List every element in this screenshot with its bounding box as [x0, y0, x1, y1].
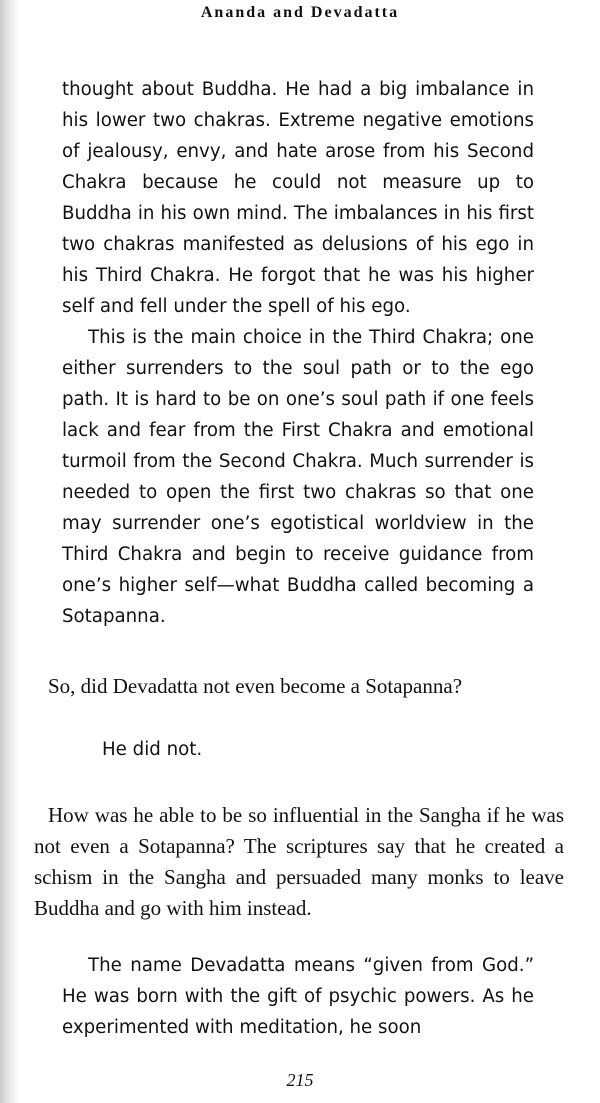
question-paragraph: So, did Devadatta not even become a Sotapanna?: [48, 674, 463, 698]
question-paragraph: How was he able to be so influential in the Sangha if he was not even a Sotapanna? The scriptures say that he created a schism in the Sangha and persuaded many monks to leave Buddha and go with him instead.: [34, 803, 564, 920]
body-paragraph: This is the main choice in the Third Chakra; one either surrenders to the soul path or to the ego path. It is hard to be on one’s soul path if one feels lack and fear from the First Chakra and emotional turmoil from the Second Chakra. Much surrender is needed to open the first two chakras so that one may surrender one’s egotistical worldview in the Third Chakra and begin to receive guidance from one’s higher self—what Buddha called becoming a Sotapanna.: [62, 327, 534, 627]
body-paragraph: He did not.: [102, 739, 203, 760]
binding-gutter-shadow: [0, 0, 20, 1103]
answer-block: [62, 950, 534, 1043]
body-paragraph: thought about Buddha. He had a big imbalance in his lower two chakras. Extreme negative emotions of jealousy, envy, and hate arose from his Second Chakra because he could not measure up to Buddha in his own mind. The imbalances in his first two chakras manifested as delusions of his ego in his Third Chakra. He forgot that he was his higher self and fell under the spell of his ego.: [62, 79, 534, 317]
question-block: [34, 800, 564, 924]
answer-block: [102, 734, 542, 765]
question-block: [48, 671, 548, 702]
page-number: 215: [286, 1070, 314, 1090]
body-paragraph: The name Devadatta means “given from God.” He was born with the gift of psychic powers. As he experimented with meditation, he soon: [62, 955, 534, 1038]
running-head: Ananda and Devadatta: [200, 4, 400, 21]
answer-block: [62, 74, 534, 632]
